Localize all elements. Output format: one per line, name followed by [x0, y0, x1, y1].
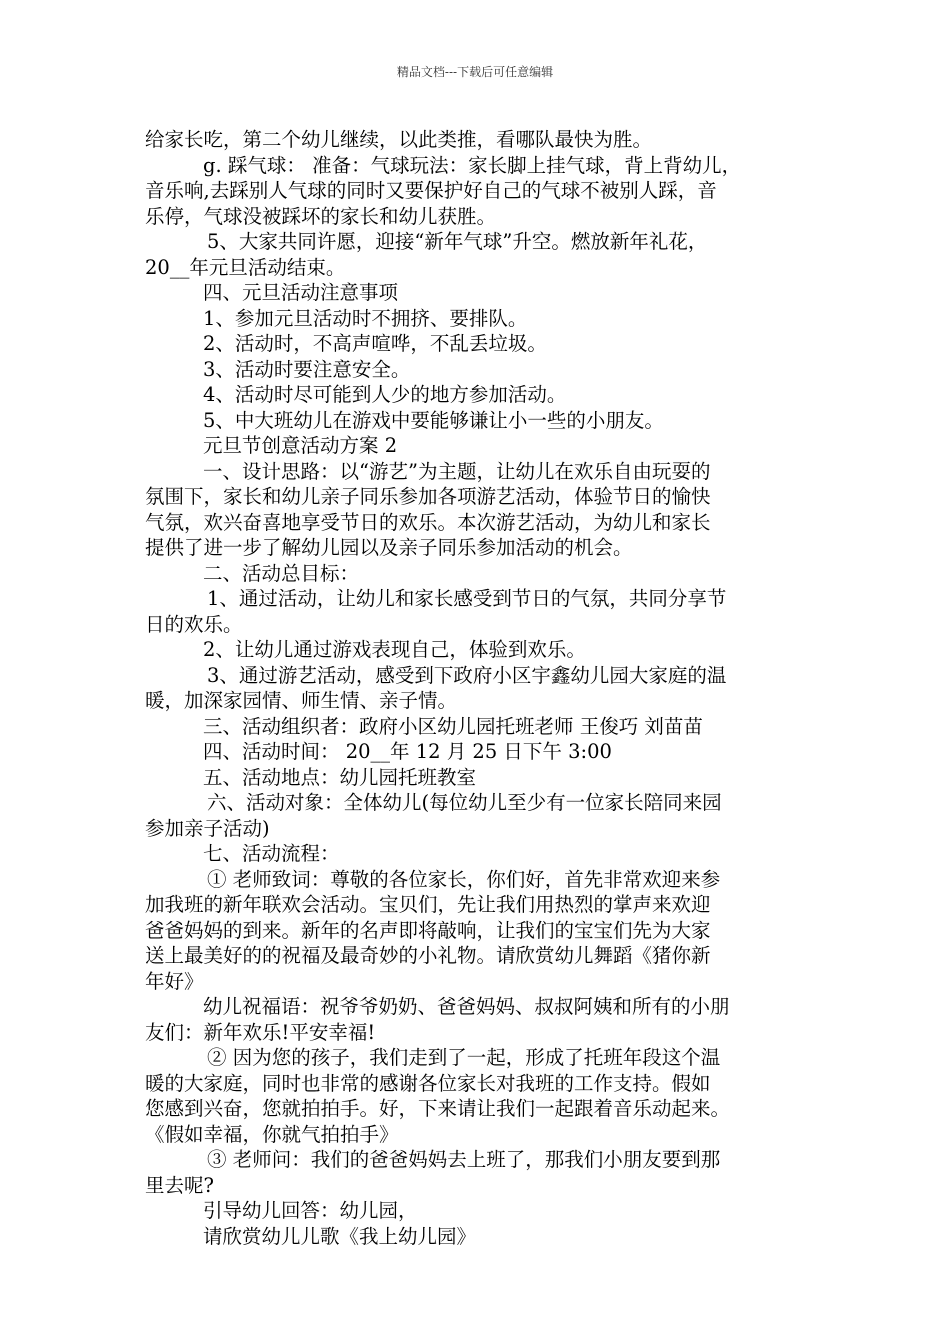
text-line: 气氛，欢兴奋喜地享受节日的欢乐。本次游艺活动，为幼儿和家长: [145, 510, 711, 534]
text-line: 1、参加元旦活动时不拥挤、要排队。: [203, 306, 528, 330]
text-line: 三、活动组织者：政府小区幼儿园托班老师 王俊巧 刘苗苗: [203, 714, 703, 738]
text-line: 幼儿祝福语：祝爷爷奶奶、爸爸妈妈、叔叔阿姨和所有的小朋: [203, 995, 730, 1018]
text-line: ① 老师致词：尊敬的各位家长，你们好，首先非常欢迎来参: [207, 867, 721, 891]
text-line: 4、活动时尽可能到人少的地方参加活动。: [203, 383, 567, 406]
text-line: 友们：新年欢乐!平安幸福!: [145, 1020, 376, 1044]
text-line: 5、中大班幼儿在游戏中要能够谦让小一些的小朋友。: [203, 408, 664, 432]
section-heading: 七、活动流程：: [203, 842, 340, 865]
text-line: 参加亲子活动): [145, 816, 270, 840]
section-heading: 四、元旦活动注意事项: [203, 281, 399, 304]
section-heading: 元旦节创意活动方案 2: [203, 434, 398, 457]
text-line: 音乐响,去踩别人气球的同时又要保护好自己的气球不被别人踩，音: [145, 179, 717, 202]
text-line: 六、活动对象：全体幼儿(每位幼儿至少有一位家长陪同来园: [207, 791, 722, 814]
page-header: 精品文档---下载后可任意编辑: [396, 65, 554, 79]
text-line: 爸爸妈妈的到来。新年的名声即将敲响，让我们的宝宝们先为大家: [145, 918, 711, 942]
text-line: ③ 老师问：我们的爸爸妈妈去上班了，那我们小朋友要到那: [207, 1148, 721, 1171]
text-line: 一、设计思路：以“游艺”为主题，让幼儿在欢乐自由玩耍的: [203, 459, 711, 483]
text-line: 请欣赏幼儿儿歌《我上幼儿园》: [203, 1224, 477, 1248]
text-line: 四、活动时间： 20__年 12 月 25 日下午 3:00: [203, 740, 612, 763]
section-heading: 二、活动总目标：: [203, 561, 360, 585]
text-line: 2、活动时，不高声喧哗，不乱丢垃圾。: [203, 332, 547, 355]
text-line: 暖的大家庭，同时也非常的感谢各位家长对我班的工作支持。假如: [145, 1071, 711, 1095]
text-line: 5、大家共同许愿，迎接“新年气球”升空。燃放新年礼花，: [207, 230, 708, 253]
text-line: 2、让幼儿通过游戏表现自己，体验到欢乐。: [203, 638, 586, 661]
text-line: g. 踩气球： 准备：气球玩法：家长脚上挂气球，背上背幼儿，: [203, 153, 742, 177]
document-body: [145, 127, 815, 1249]
text-line: 加我班的新年联欢会活动。宝贝们，先让我们用热烈的掌声来欢迎: [145, 893, 711, 916]
text-line: 送上最美好的的祝福及最奇妙的小礼物。请欣赏幼儿舞蹈《猪你新: [145, 944, 711, 967]
text-line: 3、活动时要注意安全。: [203, 357, 411, 381]
text-line: 给家长吃，第二个幼儿继续，以此类推，看哪队最快为胜。: [145, 128, 653, 151]
text-line: 1、通过活动，让幼儿和家长感受到节日的气氛，共同分享节: [207, 587, 727, 610]
text-line: 《假如幸福，你就气拍拍手》: [145, 1122, 399, 1146]
text-line: 氛围下，家长和幼儿亲子同乐参加各项游艺活动，体验节日的愉快: [145, 485, 711, 508]
text-line: 乐停，气球没被踩坏的家长和幼儿获胜。: [145, 204, 497, 228]
text-line: 您感到兴奋，您就拍拍手。好，下来请让我们一起跟着音乐动起来。: [145, 1097, 731, 1120]
text-line: 里去呢?: [145, 1173, 214, 1197]
text-line: 暖，加深家园情、师生情、亲子情。: [145, 689, 458, 712]
text-line: 年好》: [145, 969, 204, 993]
text-line: 引导幼儿回答：幼儿园，: [203, 1199, 418, 1222]
text-line: ② 因为您的孩子，我们走到了一起，形成了托班年段这个温: [207, 1046, 721, 1069]
text-line: 3、通过游艺活动，感受到下政府小区宇鑫幼儿园大家庭的温: [207, 663, 727, 687]
text-line: 提供了进一步了解幼儿园以及亲子同乐参加活动的机会。: [145, 536, 633, 559]
text-line: 五、活动地点：幼儿园托班教室: [203, 765, 477, 789]
text-line: 20__年元旦活动结束。: [145, 255, 346, 279]
text-line: 日的欢乐。: [145, 612, 243, 636]
